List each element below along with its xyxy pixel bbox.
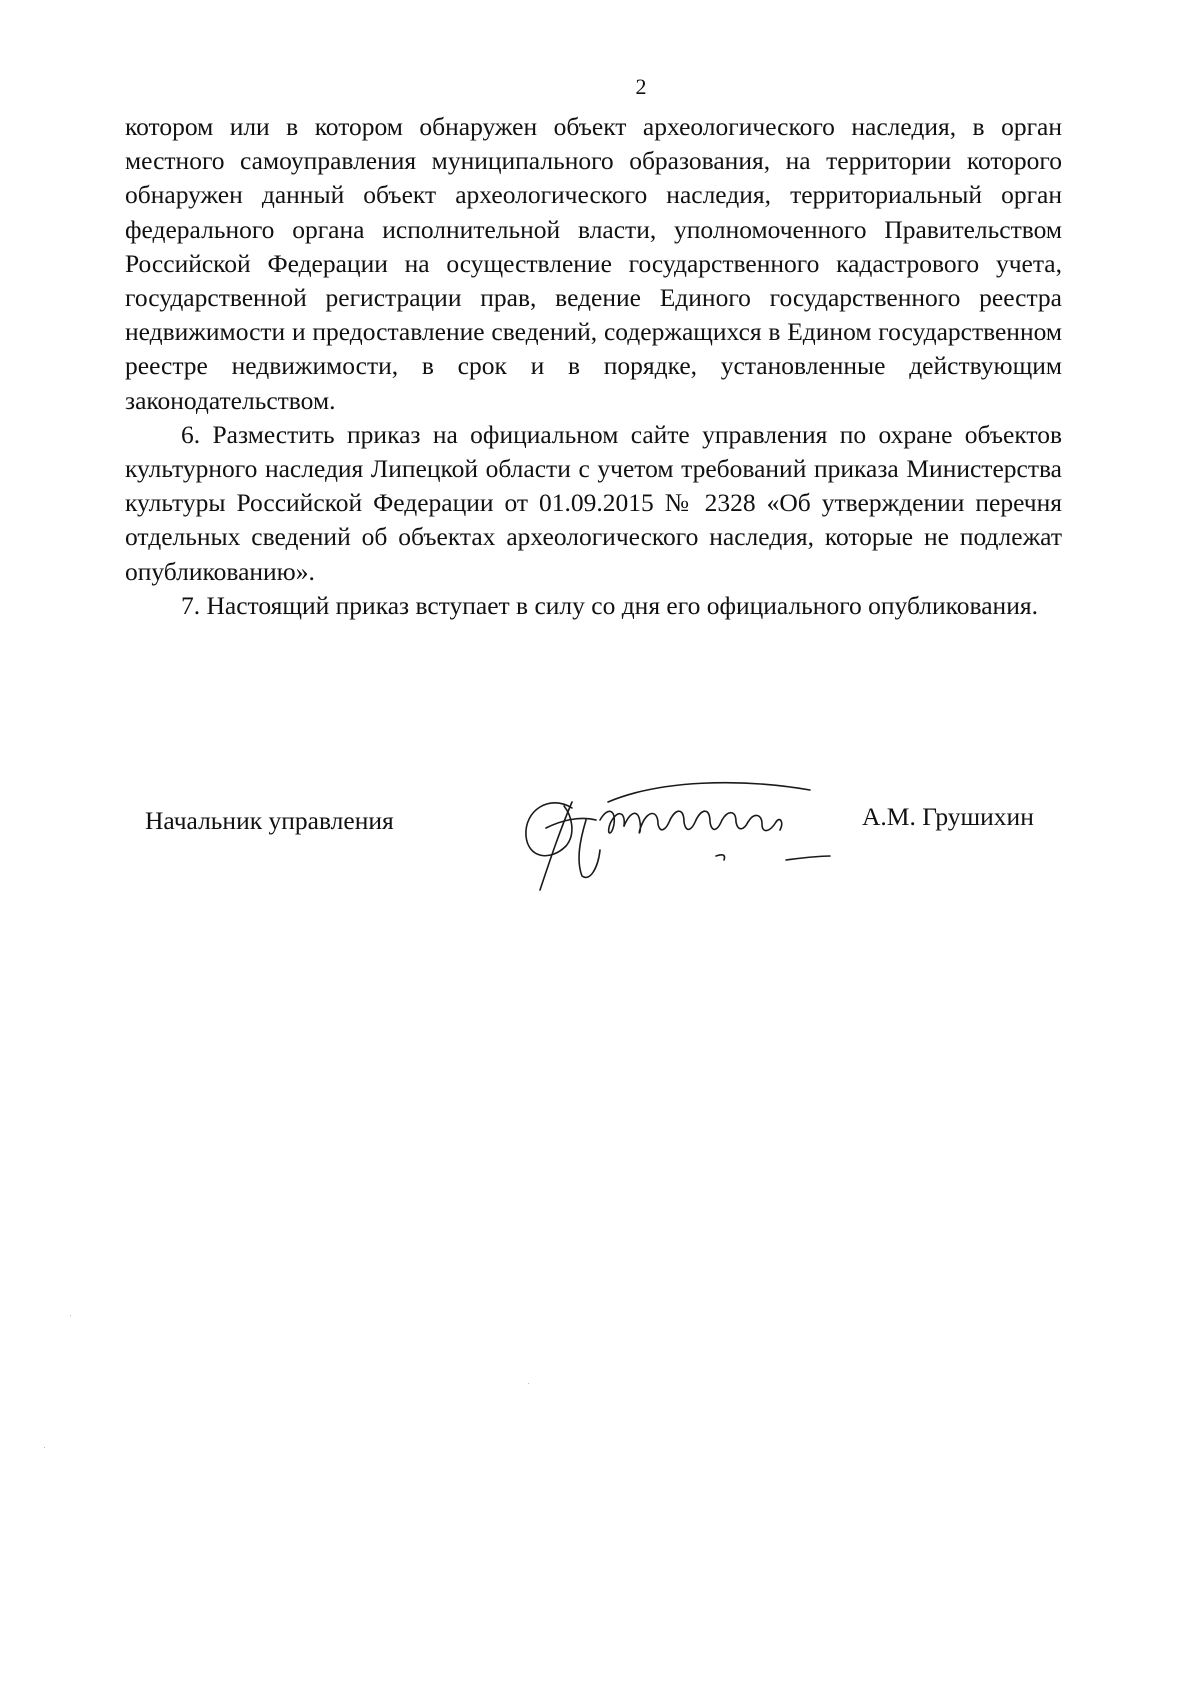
- scan-artifact: [70, 1315, 71, 1316]
- signer-name: А.М. Грушихин: [862, 802, 1034, 831]
- signature-block: [0, 800, 1200, 920]
- document-body: [125, 110, 1062, 623]
- page-number: 2: [635, 74, 647, 99]
- paragraph-item-7: 7. Настоящий приказ вступает в силу со дня его официального опубликования.: [181, 590, 1038, 620]
- paragraph-item-6: 6. Разместить приказ на официальном сайте управления по охране объектов культурного наследия Липецкой области с учетом требований приказа Министерства культуры Российской Федерации от 01.09.2015 № 2328 «Об утверждении перечня отдельных сведений об объектах археологического наследия, которые не подлежат опубликованию».: [125, 419, 1062, 586]
- scan-artifact: [44, 1447, 45, 1448]
- handwritten-signature: [510, 750, 850, 900]
- scan-artifact: [528, 1383, 529, 1384]
- paragraph-continuation: котором или в котором обнаружен объект археологического наследия, в орган местного самоуправления муниципального образования, на территории которого обнаружен данный объект археологического наследия, территориальный орган федерального органа исполнительной власти, уполномоченного Правительством Российской Федерации на осуществление государственного кадастрового учета, государственной регистрации прав, ведение Единого государственного реестра недвижимости и предоставление сведений, содержащихся в Едином государственном реестре недвижимости, в срок и в порядке, установленные действующим законодательством.: [125, 112, 1062, 415]
- signer-position: Начальник управления: [145, 806, 394, 835]
